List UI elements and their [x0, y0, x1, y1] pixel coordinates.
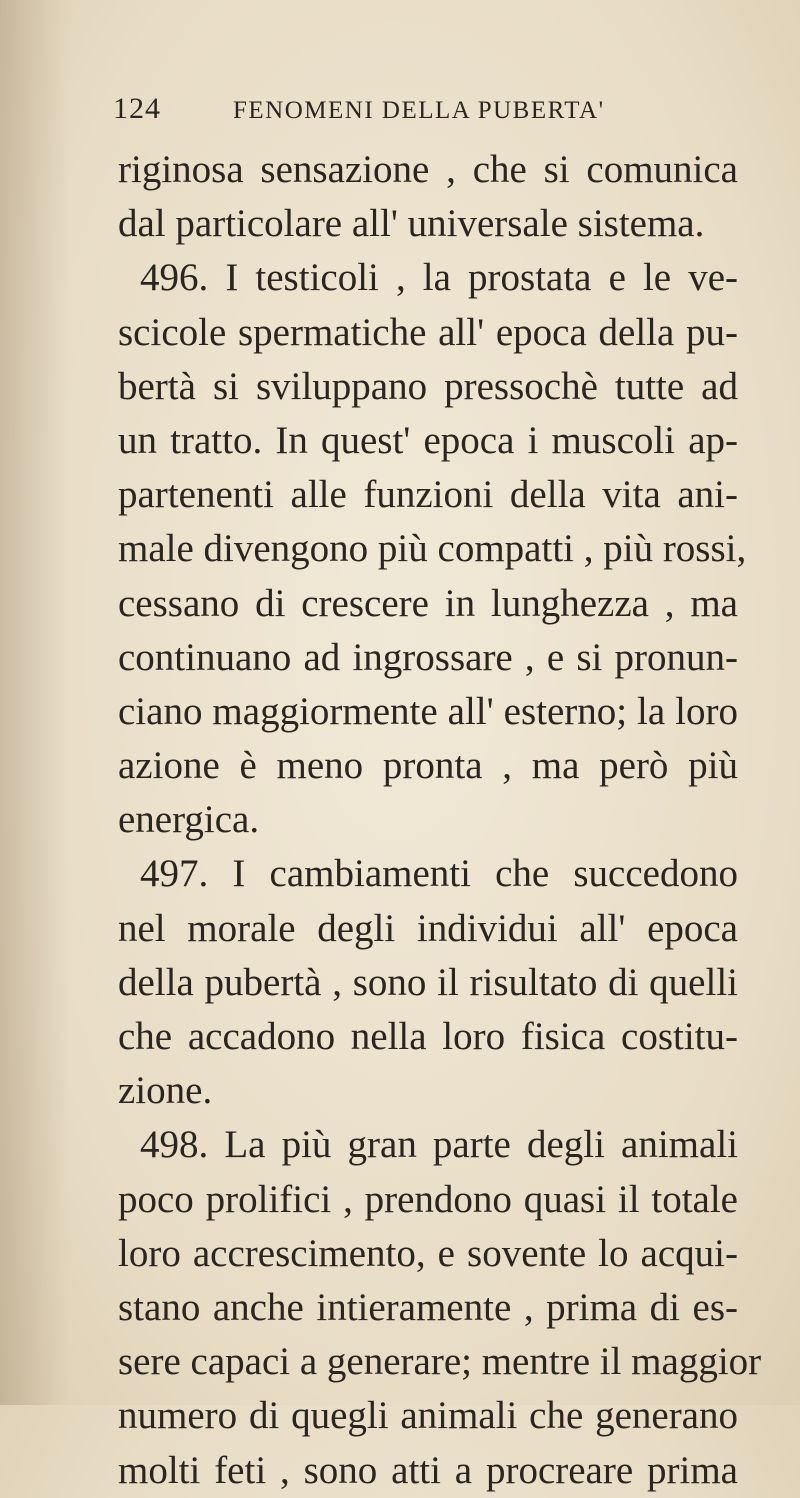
text-line: bertà si sviluppano pressochè tutte ad	[118, 364, 738, 408]
text-line: azione è meno pronta , ma però più	[118, 744, 738, 788]
running-head	[113, 92, 673, 132]
text-line: che accadono nella loro fisica costitu-	[118, 1015, 738, 1058]
running-title: FENOMENI DELLA PUBERTA'	[233, 97, 605, 124]
page-number: 124	[113, 92, 161, 125]
text-line: sere capaci a generare; mentre il maggior	[118, 1340, 762, 1384]
text-line: dal particolare all' universale sistema.	[118, 202, 705, 246]
text-line: ciano maggiormente all' esterno; la loro	[118, 689, 738, 733]
text-line: 497. I cambiamenti che succedono	[140, 852, 738, 896]
text-line: continuano ad ingrossare , e si pronun-	[118, 635, 738, 679]
text-line: partenenti alle funzioni della vita ani-	[118, 473, 738, 517]
body-text	[118, 143, 762, 1498]
text-line: numero di quegli animali che generano	[118, 1394, 738, 1438]
text-line: cessano di crescere in lunghezza , ma	[118, 581, 738, 625]
text-line: zione.	[118, 1069, 213, 1113]
text-line: poco prolifici , prendono quasi il totale	[118, 1177, 738, 1221]
text-line: della pubertà , sono il risultato di quelli	[118, 960, 738, 1004]
text-line: stano anche intieramente , prima di es-	[118, 1285, 738, 1329]
text-line: male divengono più compatti , più rossi,	[118, 527, 747, 571]
text-line: riginosa sensazione , che si comunica	[118, 148, 738, 191]
text-line: nel morale degli individui all' epoca	[118, 906, 738, 950]
text-line: 498. La più gran parte degli animali	[140, 1123, 738, 1167]
text-line: 496. I testicoli , la prostata e le ve-	[140, 256, 738, 300]
text-line: molti feti , sono atti a procreare prima	[118, 1448, 738, 1492]
text-line: energica.	[118, 798, 260, 842]
gutter-shadow	[0, 0, 70, 1405]
text-line: loro accrescimento, e sovente lo acqui-	[118, 1231, 738, 1275]
text-line: scicole spermatiche all' epoca della pu-	[118, 310, 738, 354]
text-line: un tratto. In quest' epoca i muscoli ap-	[118, 418, 738, 462]
